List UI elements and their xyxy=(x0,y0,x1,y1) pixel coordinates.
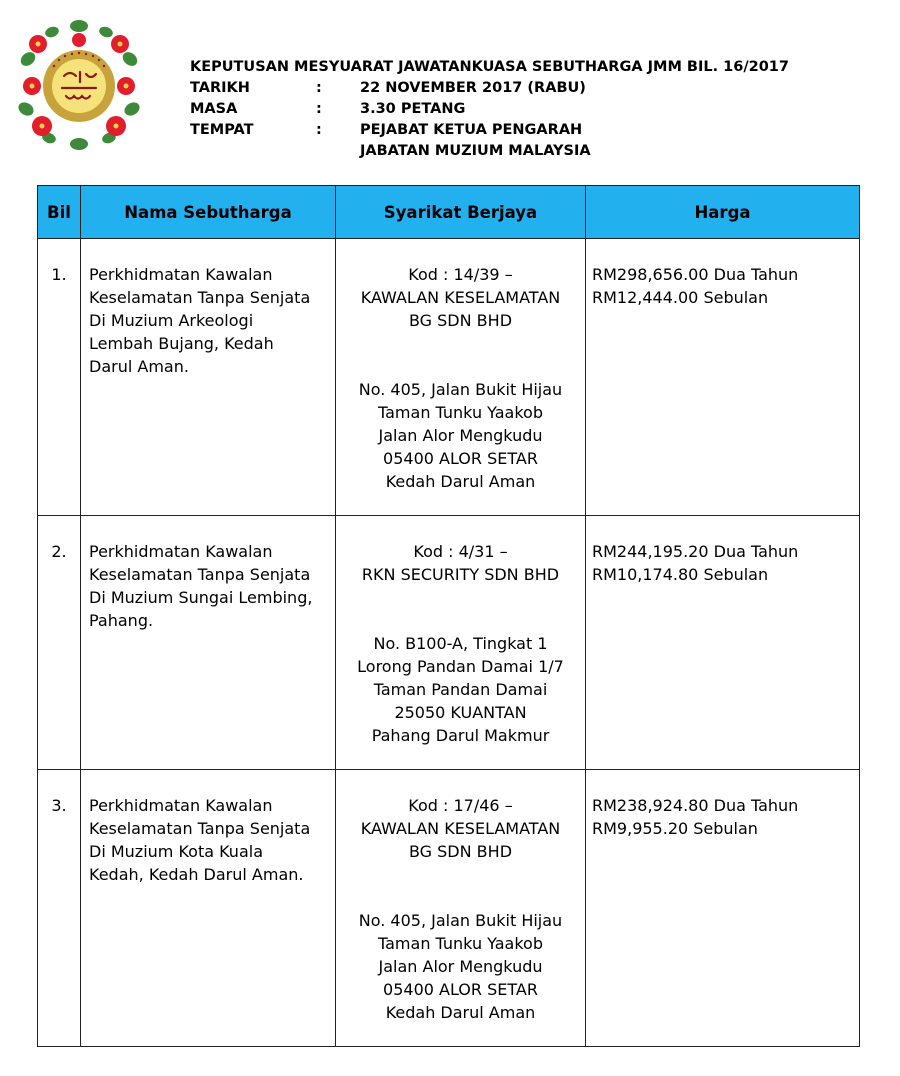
company-address-line: Taman Tunku Yaakob xyxy=(378,934,543,953)
field-tarikh xyxy=(190,78,789,99)
tender-name-line: Di Muzium Sungai Lembing, xyxy=(89,588,313,607)
company-address-line: 05400 ALOR SETAR xyxy=(383,449,538,468)
column-header-bil: Bil xyxy=(38,186,81,239)
tender-name-line: Di Muzium Arkeologi xyxy=(89,311,254,330)
tender-name-line: Di Muzium Kota Kuala xyxy=(89,842,263,861)
tender-name-line: Kedah, Kedah Darul Aman. xyxy=(89,865,304,884)
museum-emblem-icon xyxy=(14,14,144,154)
company-address-line: Kedah Darul Aman xyxy=(385,472,536,491)
price-two-years: RM238,924.80 Dua Tahun xyxy=(592,796,799,815)
company-address-line: Lorong Pandan Damai 1/7 xyxy=(357,657,564,676)
company-code: Kod : 14/39 – xyxy=(408,265,513,284)
tender-name-line: Pahang. xyxy=(89,611,154,630)
company-name-line: BG SDN BHD xyxy=(408,842,513,861)
column-header-syarikat: Syarikat Berjaya xyxy=(336,186,586,239)
table-row xyxy=(38,239,860,516)
row-number: 2. xyxy=(38,516,81,770)
field-colon: : xyxy=(316,122,322,138)
field-label: MASA xyxy=(190,101,238,117)
field-value: PEJABAT KETUA PENGARAH xyxy=(360,122,583,138)
meeting-title: KEPUTUSAN MESYUARAT JAWATANKUASA SEBUTHARGA JMM BIL. 16/2017 xyxy=(190,59,789,75)
tender-name-line: Keselamatan Tanpa Senjata xyxy=(89,819,311,838)
tender-name-line: Perkhidmatan Kawalan xyxy=(89,542,273,561)
company-name-line: BG SDN BHD xyxy=(408,311,513,330)
tender-name-line: Keselamatan Tanpa Senjata xyxy=(89,565,311,584)
tender-name-line: Perkhidmatan Kawalan xyxy=(89,265,273,284)
meeting-header xyxy=(190,57,789,162)
company-address-line: Taman Tunku Yaakob xyxy=(378,403,543,422)
company-address-line: Taman Pandan Damai xyxy=(373,680,548,699)
company-name-line: RKN SECURITY SDN BHD xyxy=(361,565,560,584)
field-masa xyxy=(190,99,789,120)
table-row xyxy=(38,516,860,770)
field-label: TEMPAT xyxy=(190,122,254,138)
tender-name-line: Lembah Bujang, Kedah xyxy=(89,334,274,353)
company-address-line: Pahang Darul Makmur xyxy=(371,726,550,745)
price-two-years: RM244,195.20 Dua Tahun xyxy=(592,542,799,561)
company-address-line: Jalan Alor Mengkudu xyxy=(378,426,543,445)
price-monthly: RM10,174.80 Sebulan xyxy=(592,565,769,584)
price-two-years: RM298,656.00 Dua Tahun xyxy=(592,265,799,284)
decision-table xyxy=(37,185,860,1047)
row-number: 3. xyxy=(38,770,81,1047)
tender-name-line: Perkhidmatan Kawalan xyxy=(89,796,273,815)
price-monthly: RM9,955.20 Sebulan xyxy=(592,819,758,838)
field-label: TARIKH xyxy=(190,80,250,96)
company-address-line: No. 405, Jalan Bukit Hijau xyxy=(358,911,563,930)
company-name-line: KAWALAN KESELAMATAN xyxy=(360,819,561,838)
company-address-line: 25050 KUANTAN xyxy=(394,703,527,722)
price-cell xyxy=(586,770,860,1047)
tender-name-cell xyxy=(81,770,336,1047)
company-address-line: No. B100-A, Tingkat 1 xyxy=(373,634,548,653)
company-address-line: 05400 ALOR SETAR xyxy=(383,980,538,999)
tender-name-cell xyxy=(81,516,336,770)
field-colon: : xyxy=(316,101,322,117)
company-address-line: No. 405, Jalan Bukit Hijau xyxy=(358,380,563,399)
company-cell xyxy=(336,770,586,1047)
table-row xyxy=(38,770,860,1047)
company-address-line: Kedah Darul Aman xyxy=(385,1003,536,1022)
company-cell xyxy=(336,239,586,516)
tender-name-line: Keselamatan Tanpa Senjata xyxy=(89,288,311,307)
company-cell xyxy=(336,516,586,770)
company-name-line: KAWALAN KESELAMATAN xyxy=(360,288,561,307)
price-cell xyxy=(586,516,860,770)
column-header-nama: Nama Sebutharga xyxy=(81,186,336,239)
table-header-row xyxy=(38,186,860,239)
tender-name-line: Darul Aman. xyxy=(89,357,189,376)
company-code: Kod : 17/46 – xyxy=(408,796,513,815)
field-colon: : xyxy=(316,80,322,96)
column-header-harga: Harga xyxy=(586,186,860,239)
tender-name-cell xyxy=(81,239,336,516)
price-cell xyxy=(586,239,860,516)
field-value: 3.30 PETANG xyxy=(360,101,466,117)
field-tempat-line2: JABATAN MUZIUM MALAYSIA xyxy=(360,143,591,159)
field-tempat xyxy=(190,120,789,141)
company-code: Kod : 4/31 – xyxy=(413,542,508,561)
row-number: 1. xyxy=(38,239,81,516)
price-monthly: RM12,444.00 Sebulan xyxy=(592,288,769,307)
field-value: 22 NOVEMBER 2017 (RABU) xyxy=(360,80,586,96)
department-logo xyxy=(14,14,144,154)
company-address-line: Jalan Alor Mengkudu xyxy=(378,957,543,976)
